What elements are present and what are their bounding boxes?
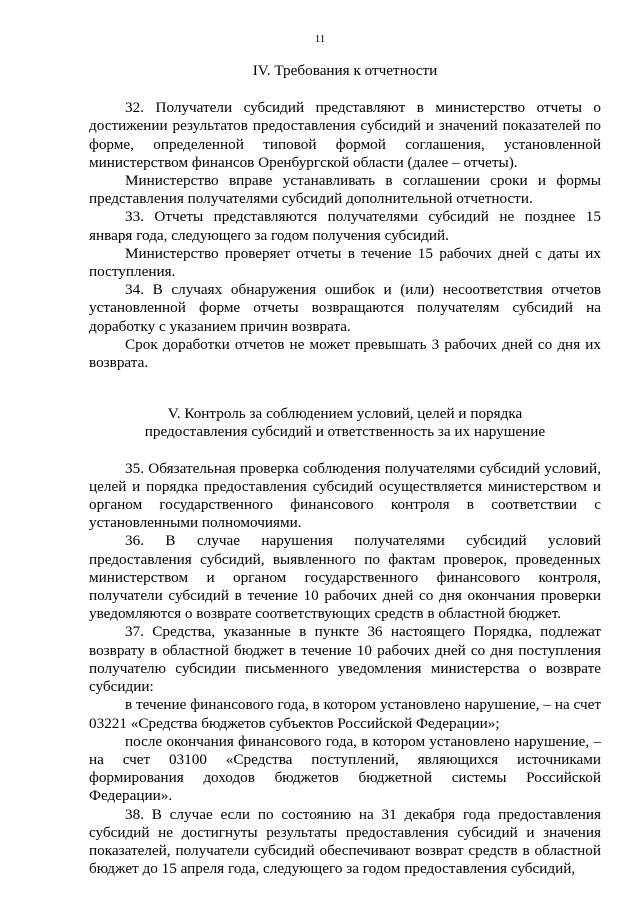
paragraph-34: 34. В случаях обнаружения ошибок и (или) несоответствия отчетов установленной форме отчеты возвращаются получателям субсидий на доработку с указанием причин возврата.: [89, 281, 601, 335]
paragraph-37-current-year: в течение финансового года, в котором установлено нарушение, – на счет 03221 «Средства бюджетов субъектов Российской Федерации»;: [89, 696, 601, 732]
paragraph-37: 37. Средства, указанные в пункте 36 настоящего Порядка, подлежат возврату в областной бюджет в течение 10 рабочих дней со дня поступления получателю субсидии письменного уведомления министерства о возврате субсидии:: [89, 623, 601, 696]
paragraph-33: 33. Отчеты представляются получателями субсидий не позднее 15 января года, следующего за годом получения субсидий.: [89, 208, 601, 244]
paragraph-33-addendum: Министерство проверяет отчеты в течение 15 рабочих дней с даты их поступления.: [89, 244, 601, 281]
paragraph-36: 36. В случае нарушения получателями субсидий условий предоставления субсидий, выявленного по фактам проверок, проведенных министерством и органом государственного финансового контроля, получатели субсидий в течение 10 рабочих дней со дня окончания проверки уведомляются о возврате соответствующих средств в областной бюджет.: [89, 532, 601, 623]
paragraph-37-after-year: после окончания финансового года, в котором установлено нарушение, – на счет 03100 «Средства поступлений, являющихся источниками формирования доходов бюджетов бюджетной системы Российской Федерации».: [89, 732, 601, 805]
section-5-heading-line-1: V. Контроль за соблюдением условий, целей и порядка: [167, 405, 523, 423]
paragraph-38: 38. В случае если по состоянию на 31 декабря года предоставления субсидий не достигнуты результаты предоставления субсидий и значения показателей, получатели субсидий обеспечивают возврат средств в областной бюджет до 15 апреля года, следующего за годом предоставления субсидий,: [89, 805, 601, 878]
section-5-paragraphs: [89, 460, 601, 879]
document-body: [89, 62, 601, 878]
section-5-heading-line-2: предоставления субсидий и ответственность за их нарушение: [144, 423, 546, 441]
section-5-heading: [89, 405, 601, 441]
paragraph-35: 35. Обязательная проверка соблюдения получателями субсидий условий, целей и порядка предоставления субсидий осуществляется министерством и органом государственного финансового контроля в соответствии с установленными полномочиями.: [89, 459, 601, 532]
page-number: 11: [314, 33, 326, 45]
section-4-paragraphs: [89, 99, 601, 372]
section-4-heading: IV. Требования к отчетности: [252, 62, 438, 79]
paragraph-34-addendum: Срок доработки отчетов не может превышать 3 рабочих дней со дня их возврата.: [89, 335, 601, 372]
paragraph-32: 32. Получатели субсидий представляют в министерство отчеты о достижении результатов предоставления субсидий и значений показателей по форме, определенной типовой формой соглашения, установленной министерством финансов Оренбургской области (далее – отчеты).: [89, 99, 601, 171]
paragraph-32-addendum: Министерство вправе устанавливать в соглашении сроки и формы представления получателями субсидий дополнительной отчетности.: [89, 172, 601, 208]
